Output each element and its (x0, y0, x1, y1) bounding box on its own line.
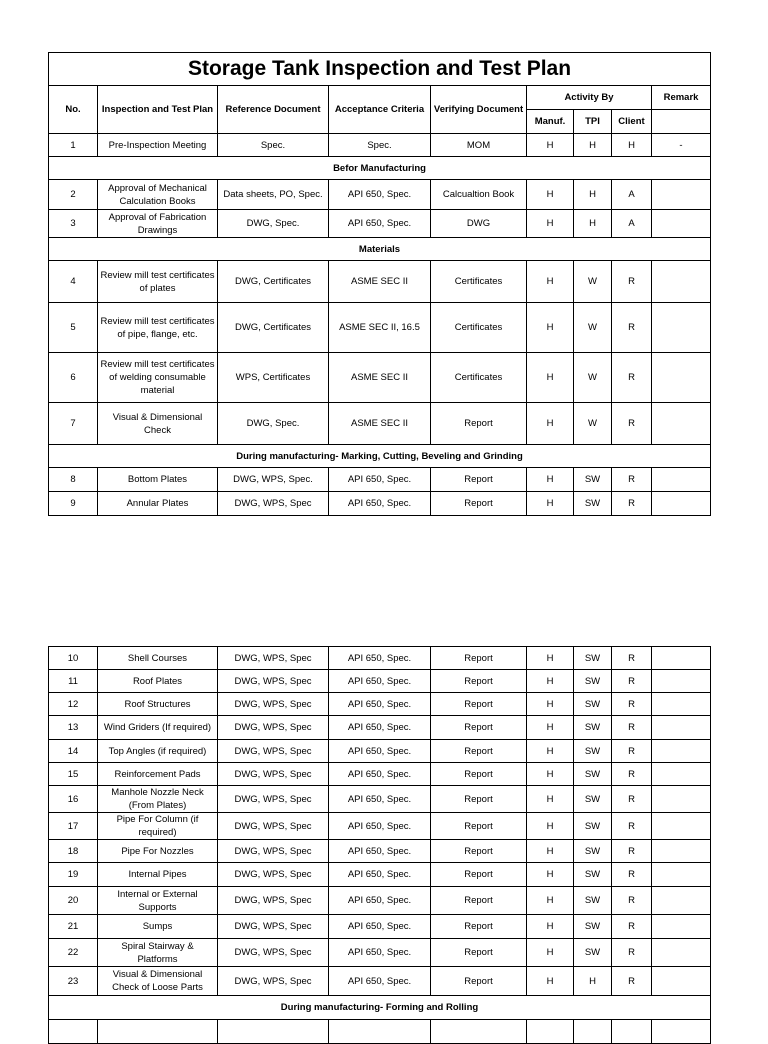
cell-acc: API 650, Spec. (329, 763, 431, 786)
cell-tpi: SW (574, 693, 612, 716)
cell-no: 6 (49, 353, 98, 403)
cell-itp: Roof Structures (98, 693, 218, 716)
cell-client: R (612, 915, 652, 939)
cell-ver: Certificates (431, 353, 527, 403)
table-row (49, 863, 711, 887)
table-row (49, 967, 711, 996)
cell-ver: Report (431, 786, 527, 813)
cell-itp: Roof Plates (98, 670, 218, 693)
cell-tpi: SW (574, 763, 612, 786)
cell-itp: Pre-Inspection Meeting (98, 134, 218, 157)
cell-ver: Report (431, 840, 527, 863)
cell-no: 18 (49, 840, 98, 863)
cell-tpi: SW (574, 740, 612, 763)
cell-tpi: W (574, 303, 612, 353)
cell-ref: DWG, WPS, Spec (218, 647, 329, 670)
cell-ref: DWG, WPS, Spec (218, 887, 329, 915)
cell-itp: Visual & Dimensional Check of Loose Parts (98, 967, 218, 996)
cell-ref: DWG, WPS, Spec (218, 492, 329, 516)
cell-acc: API 650, Spec. (329, 492, 431, 516)
cell-manuf: H (527, 939, 574, 967)
cell-tpi: H (574, 967, 612, 996)
cell-manuf: H (527, 303, 574, 353)
cell-manuf: H (527, 740, 574, 763)
cell-no: 20 (49, 887, 98, 915)
cell-ref: DWG, WPS, Spec (218, 740, 329, 763)
cell-manuf: H (527, 492, 574, 516)
header-inspection-plan: Inspection and Test Plan (98, 86, 218, 134)
table-row (49, 813, 711, 840)
section-header-before: Befor Manufacturing (49, 157, 711, 180)
header-remark-blank (652, 110, 711, 134)
cell-itp: Visual & Dimensional Check (98, 403, 218, 445)
cell-ver: Report (431, 693, 527, 716)
cell-client: R (612, 303, 652, 353)
cell-remark (652, 670, 711, 693)
section-header-materials: Materials (49, 238, 711, 261)
cell-tpi: SW (574, 647, 612, 670)
cell-client: R (612, 403, 652, 445)
cell-itp: Spiral Stairway & Platforms (98, 939, 218, 967)
cell-ref: Spec. (218, 134, 329, 157)
table-row (49, 840, 711, 863)
cell-ref: DWG, Spec. (218, 403, 329, 445)
header-remark: Remark (652, 86, 711, 110)
header-verifying-document: Verifying Document (431, 86, 527, 134)
table-row (49, 210, 711, 238)
cell-no: 7 (49, 403, 98, 445)
cell-client: R (612, 740, 652, 763)
header-manuf: Manuf. (527, 110, 574, 134)
section-header-forming: During manufacturing- Forming and Rolling (49, 996, 711, 1020)
cell-manuf: H (527, 670, 574, 693)
itp-table-page-2 (48, 646, 711, 1044)
cell-remark (652, 353, 711, 403)
table-row (49, 261, 711, 303)
cell-no: 1 (49, 134, 98, 157)
cell-itp: Shell Courses (98, 647, 218, 670)
cell-manuf: H (527, 813, 574, 840)
cell-tpi: SW (574, 887, 612, 915)
cell-tpi: SW (574, 915, 612, 939)
cell-tpi: SW (574, 786, 612, 813)
cell-ref: DWG, WPS, Spec (218, 939, 329, 967)
cell-tpi: SW (574, 863, 612, 887)
cell-remark (652, 468, 711, 492)
table-row (49, 492, 711, 516)
cell-ver: Report (431, 863, 527, 887)
cell-remark (652, 786, 711, 813)
cell-remark (652, 210, 711, 238)
cell-manuf: H (527, 134, 574, 157)
cell-no: 2 (49, 180, 98, 210)
cell-client: A (612, 180, 652, 210)
cell-no: 3 (49, 210, 98, 238)
cell-itp: Top Angles (if required) (98, 740, 218, 763)
cell-no: 23 (49, 967, 98, 996)
cell-acc: API 650, Spec. (329, 693, 431, 716)
cell-itp: Annular Plates (98, 492, 218, 516)
cell-no: 10 (49, 647, 98, 670)
cell-itp: Approval of Fabrication Drawings (98, 210, 218, 238)
cell-client: R (612, 693, 652, 716)
cell-itp: Review mill test certificates of pipe, flange, etc. (98, 303, 218, 353)
cell-itp: Reinforcement Pads (98, 763, 218, 786)
section-header-during: During manufacturing- Marking, Cutting, Beveling and Grinding (49, 445, 711, 468)
cell-manuf: H (527, 180, 574, 210)
cell-client: R (612, 261, 652, 303)
cell-acc: API 650, Spec. (329, 180, 431, 210)
cell-ver: Report (431, 468, 527, 492)
cell-ver: Certificates (431, 303, 527, 353)
table-row (49, 887, 711, 915)
cell-manuf: H (527, 967, 574, 996)
cell-ver: DWG (431, 210, 527, 238)
cell-acc: ASME SEC II (329, 261, 431, 303)
cell-acc: API 650, Spec. (329, 716, 431, 740)
cell-itp: Internal or External Supports (98, 887, 218, 915)
cell-remark (652, 763, 711, 786)
cell-tpi: SW (574, 468, 612, 492)
cell-client: R (612, 353, 652, 403)
cell-no: 14 (49, 740, 98, 763)
cell-no: 9 (49, 492, 98, 516)
table-row (49, 303, 711, 353)
cell-ver: Report (431, 403, 527, 445)
cell-manuf: H (527, 468, 574, 492)
document-title: Storage Tank Inspection and Test Plan (49, 53, 711, 86)
cell-manuf: H (527, 403, 574, 445)
cell-itp: Internal Pipes (98, 863, 218, 887)
header-acceptance-criteria: Acceptance Criteria (329, 86, 431, 134)
cell-tpi: H (574, 210, 612, 238)
cell-acc: API 650, Spec. (329, 670, 431, 693)
cell-ver: Report (431, 813, 527, 840)
cell-acc: API 650, Spec. (329, 967, 431, 996)
cell-manuf: H (527, 786, 574, 813)
table-row (49, 403, 711, 445)
cell-acc: API 650, Spec. (329, 813, 431, 840)
cell-remark (652, 840, 711, 863)
cell-ver: Report (431, 670, 527, 693)
cell-manuf: H (527, 693, 574, 716)
cell-client: A (612, 210, 652, 238)
cell-manuf: H (527, 915, 574, 939)
cell-acc: API 650, Spec. (329, 887, 431, 915)
cell-remark (652, 303, 711, 353)
cell-ver: MOM (431, 134, 527, 157)
cell-client: R (612, 863, 652, 887)
cell-ref: DWG, WPS, Spec (218, 863, 329, 887)
cell-acc: API 650, Spec. (329, 740, 431, 763)
cell-itp: Review mill test certificates of welding consumable material (98, 353, 218, 403)
cell-tpi: H (574, 134, 612, 157)
cell-ver: Report (431, 716, 527, 740)
cell-ref: DWG, WPS, Spec (218, 840, 329, 863)
table-row (49, 716, 711, 740)
cell-remark (652, 647, 711, 670)
cell-manuf: H (527, 763, 574, 786)
cell-acc: API 650, Spec. (329, 210, 431, 238)
cell-itp: Bottom Plates (98, 468, 218, 492)
table-row-partial (49, 1020, 711, 1044)
cell-ver: Report (431, 492, 527, 516)
cell-no: 12 (49, 693, 98, 716)
cell-no: 13 (49, 716, 98, 740)
table-row (49, 353, 711, 403)
cell-ver: Calcualtion Book (431, 180, 527, 210)
cell-no: 22 (49, 939, 98, 967)
header-no: No. (49, 86, 98, 134)
cell-manuf: H (527, 261, 574, 303)
cell-client: R (612, 647, 652, 670)
cell-tpi: W (574, 403, 612, 445)
cell-ver: Report (431, 939, 527, 967)
cell-tpi: SW (574, 840, 612, 863)
cell-ref: DWG, WPS, Spec (218, 813, 329, 840)
cell-client: R (612, 887, 652, 915)
cell-tpi: H (574, 180, 612, 210)
table-row (49, 915, 711, 939)
cell-itp: Review mill test certificates of plates (98, 261, 218, 303)
cell-ref: DWG, Certificates (218, 261, 329, 303)
cell-ver: Report (431, 763, 527, 786)
cell-remark (652, 967, 711, 996)
cell-acc: ASME SEC II, 16.5 (329, 303, 431, 353)
cell-manuf: H (527, 716, 574, 740)
cell-ver: Certificates (431, 261, 527, 303)
rows-before-manufacturing (49, 180, 711, 238)
cell-remark (652, 180, 711, 210)
cell-ref: DWG, Certificates (218, 303, 329, 353)
cell-no: 11 (49, 670, 98, 693)
cell-itp: Sumps (98, 915, 218, 939)
cell-itp: Approval of Mechanical Calculation Books (98, 180, 218, 210)
cell-remark (652, 492, 711, 516)
cell-ver: Report (431, 887, 527, 915)
cell-remark (652, 403, 711, 445)
cell-acc: ASME SEC II (329, 403, 431, 445)
cell-manuf: H (527, 887, 574, 915)
cell-ver: Report (431, 967, 527, 996)
cell-client: R (612, 939, 652, 967)
cell-ref: DWG, WPS, Spec (218, 967, 329, 996)
cell-no: 4 (49, 261, 98, 303)
cell-acc: API 650, Spec. (329, 939, 431, 967)
cell-acc: API 650, Spec. (329, 840, 431, 863)
cell-itp: Wind Griders (If required) (98, 716, 218, 740)
cell-client: R (612, 840, 652, 863)
cell-client: R (612, 468, 652, 492)
cell-client: R (612, 967, 652, 996)
header-activity-by: Activity By (527, 86, 652, 110)
cell-acc: API 650, Spec. (329, 915, 431, 939)
table-row (49, 763, 711, 786)
cell-remark (652, 740, 711, 763)
cell-ver: Report (431, 915, 527, 939)
cell-remark (652, 693, 711, 716)
header-client: Client (612, 110, 652, 134)
cell-ver: Report (431, 647, 527, 670)
cell-acc: API 650, Spec. (329, 647, 431, 670)
cell-manuf: H (527, 647, 574, 670)
rows-page-2 (49, 647, 711, 996)
cell-no: 5 (49, 303, 98, 353)
cell-client: R (612, 786, 652, 813)
table-row (49, 468, 711, 492)
cell-manuf: H (527, 863, 574, 887)
cell-ref: DWG, WPS, Spec (218, 670, 329, 693)
cell-client: R (612, 716, 652, 740)
cell-acc: API 650, Spec. (329, 468, 431, 492)
cell-manuf: H (527, 840, 574, 863)
cell-tpi: W (574, 353, 612, 403)
cell-acc: Spec. (329, 134, 431, 157)
cell-remark (652, 813, 711, 840)
cell-ref: DWG, WPS, Spec (218, 915, 329, 939)
table-row (49, 670, 711, 693)
cell-tpi: SW (574, 716, 612, 740)
cell-acc: API 650, Spec. (329, 863, 431, 887)
table-row (49, 939, 711, 967)
cell-ref: DWG, WPS, Spec. (218, 468, 329, 492)
cell-acc: ASME SEC II (329, 353, 431, 403)
cell-client: R (612, 813, 652, 840)
cell-tpi: SW (574, 939, 612, 967)
cell-itp: Pipe For Column (if required) (98, 813, 218, 840)
cell-tpi: SW (574, 813, 612, 840)
cell-remark (652, 716, 711, 740)
cell-tpi: SW (574, 670, 612, 693)
cell-ref: DWG, WPS, Spec (218, 693, 329, 716)
cell-no: 19 (49, 863, 98, 887)
cell-no: 16 (49, 786, 98, 813)
cell-client: R (612, 763, 652, 786)
cell-tpi: SW (574, 492, 612, 516)
cell-remark: - (652, 134, 711, 157)
cell-remark (652, 863, 711, 887)
cell-remark (652, 261, 711, 303)
rows-during-manufacturing (49, 468, 711, 516)
cell-ref: WPS, Certificates (218, 353, 329, 403)
cell-no: 17 (49, 813, 98, 840)
cell-manuf: H (527, 210, 574, 238)
table-row (49, 180, 711, 210)
cell-ref: DWG, Spec. (218, 210, 329, 238)
table-row (49, 740, 711, 763)
cell-client: R (612, 670, 652, 693)
cell-ref: DWG, WPS, Spec (218, 786, 329, 813)
cell-itp: Pipe For Nozzles (98, 840, 218, 863)
cell-remark (652, 939, 711, 967)
cell-remark (652, 887, 711, 915)
header-reference-document: Reference Document (218, 86, 329, 134)
cell-manuf: H (527, 353, 574, 403)
cell-remark (652, 915, 711, 939)
table-row (49, 647, 711, 670)
cell-no: 8 (49, 468, 98, 492)
cell-no: 21 (49, 915, 98, 939)
cell-no: 15 (49, 763, 98, 786)
cell-ref: Data sheets, PO, Spec. (218, 180, 329, 210)
cell-tpi: W (574, 261, 612, 303)
cell-acc: API 650, Spec. (329, 786, 431, 813)
rows-materials (49, 261, 711, 445)
cell-ref: DWG, WPS, Spec (218, 716, 329, 740)
cell-itp: Manhole Nozzle Neck (From Plates) (98, 786, 218, 813)
table-row (49, 786, 711, 813)
cell-ver: Report (431, 740, 527, 763)
header-tpi: TPI (574, 110, 612, 134)
table-row (49, 134, 711, 157)
cell-ref: DWG, WPS, Spec (218, 763, 329, 786)
itp-table-page-1 (48, 52, 711, 516)
table-row (49, 693, 711, 716)
cell-client: H (612, 134, 652, 157)
cell-client: R (612, 492, 652, 516)
